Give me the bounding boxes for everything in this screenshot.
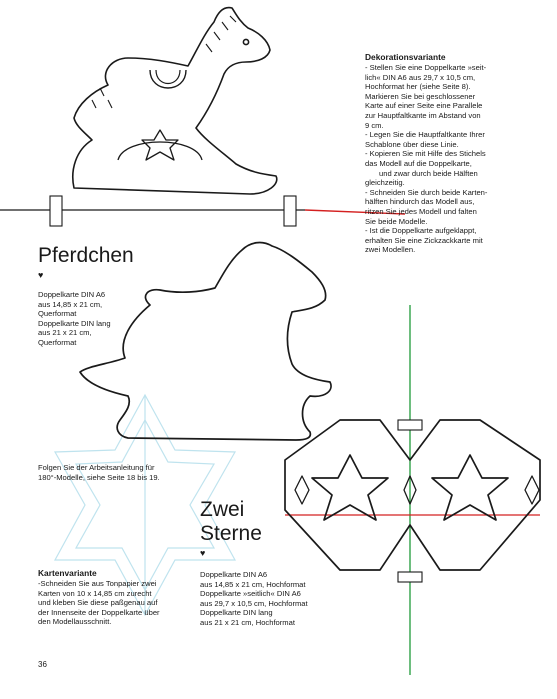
spec-line: Doppelkarte »seitlich« DIN A6 — [200, 589, 301, 599]
spec-line: Doppelkarte DIN A6 — [200, 570, 268, 579]
spec-line: aus 14,85 x 21 cm, Hochformat — [200, 579, 306, 589]
deko-line: ritzen Sie jedes Modell und falten — [365, 206, 477, 216]
spec-line: aus 21 x 21 cm, — [38, 328, 92, 338]
deko-heading: Dekorationsvariante — [365, 52, 446, 62]
deko-line: erhalten Sie eine Zickzackkarte mit — [365, 235, 483, 245]
spec-line: aus 21 x 21 cm, Hochformat — [200, 617, 295, 627]
karten-line: Karten von 10 x 14,85 cm zurecht — [38, 588, 152, 598]
heart-icon: ♥ — [200, 548, 206, 558]
deko-line: zur Hauptfaltkante im Abstand von — [365, 110, 481, 120]
page-number: 36 — [38, 660, 47, 669]
deko-line: - Stellen Sie eine Doppelkarte »seit- — [365, 63, 487, 72]
deko-line: und zwar durch beide Hälften — [379, 168, 478, 178]
spec-line: Doppelkarte DIN lang — [200, 608, 273, 618]
deko-line: 9 cm. — [365, 120, 384, 130]
deko-line: Schablone über diese Linie. — [365, 139, 459, 149]
karten-line: und kleben Sie diese paßgenau auf — [38, 598, 158, 608]
karten-line: den Modellausschnitt. — [38, 617, 112, 627]
deko-line: - Kopieren Sie mit Hilfe des Stichels — [365, 149, 486, 159]
spec-line: Doppelkarte DIN A6 — [38, 290, 106, 299]
deko-line: Hochformat her (siehe Seite 8). — [365, 82, 471, 92]
karten-section — [38, 568, 198, 627]
sterne-specs — [200, 570, 350, 628]
follow-line: Folgen Sie der Arbeitsanleitung für — [38, 463, 155, 472]
sterne-title-line2: Sterne — [200, 522, 262, 545]
spec-line: Querformat — [38, 309, 77, 319]
deko-line: Karte auf einer Seite eine Parallele — [365, 101, 483, 111]
karten-line: der Innenseite der Doppelkarte über — [38, 607, 160, 617]
spec-line: Querformat — [38, 337, 77, 347]
deko-line: hälften hindurch das Modell aus, — [365, 197, 475, 207]
deko-line: - Ist die Doppelkarte aufgeklappt, — [365, 226, 477, 236]
deko-line: das Modell auf die Doppelkarte, — [365, 158, 472, 168]
spec-line: aus 29,7 x 10,5 cm, Hochformat — [200, 598, 308, 608]
heart-icon: ♥ — [38, 270, 44, 280]
spec-line: Doppelkarte DIN lang — [38, 318, 111, 328]
pferdchen-specs — [38, 290, 148, 348]
follow-line: 180°-Modelle, siehe Seite 18 bis 19. — [38, 472, 160, 482]
deko-line: - Schneiden Sie durch beide Karten- — [365, 187, 488, 197]
deko-line: Markieren Sie bei geschlossener — [365, 91, 476, 101]
follow-instructions — [38, 463, 208, 482]
rocking-horse-template — [73, 8, 277, 194]
deko-line: Sie beide Modelle. — [365, 216, 428, 226]
deko-line: gleichzeitig. — [365, 178, 405, 188]
deko-line: - Legen Sie die Hauptfaltkante Ihrer — [365, 130, 485, 140]
karten-heading: Kartenvariante — [38, 568, 97, 578]
fold-lines-top — [0, 196, 405, 226]
deko-line: lich« DIN A6 aus 29,7 x 10,5 cm, — [365, 72, 476, 82]
deko-line: zwei Modellen. — [365, 245, 416, 255]
pferdchen-title: Pferdchen — [38, 244, 134, 267]
sterne-title-line1: Zwei — [200, 498, 245, 521]
karten-line: -Schneiden Sie aus Tonpapier zwei — [38, 579, 157, 588]
spec-line: aus 14,85 x 21 cm, — [38, 299, 103, 309]
deko-section — [365, 52, 545, 255]
